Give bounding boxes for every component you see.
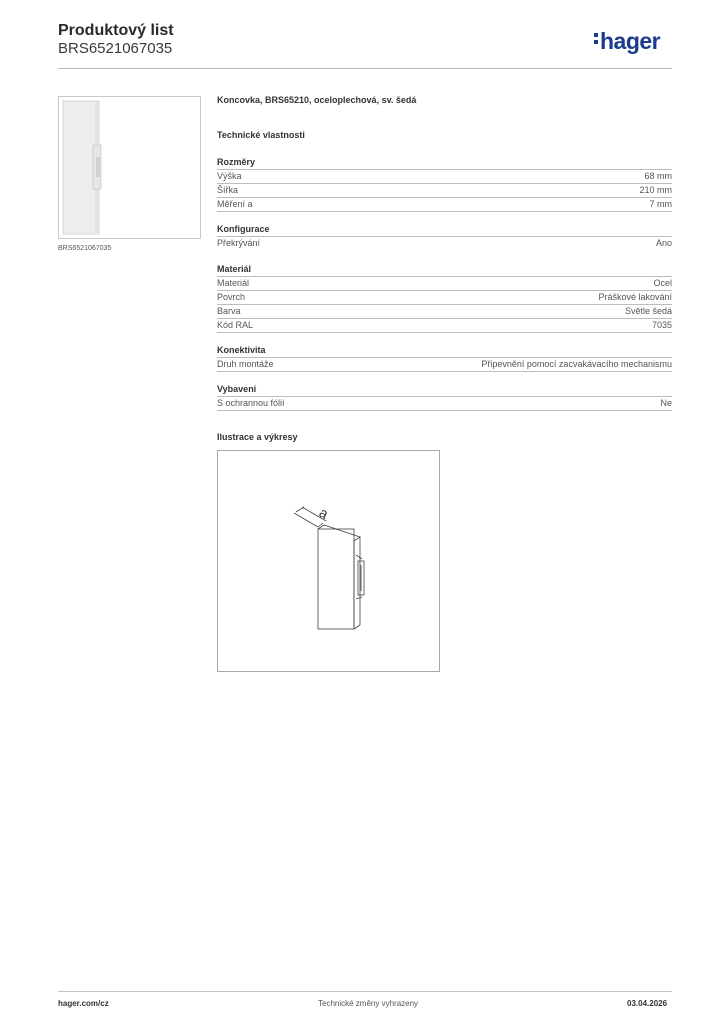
logo-dots-icon	[594, 30, 599, 47]
header-divider	[58, 68, 672, 69]
logo-text: hager	[600, 28, 661, 54]
row-key: Barva	[217, 306, 241, 316]
table-row	[217, 197, 672, 211]
table-row	[217, 396, 672, 410]
row-key: Překrývání	[217, 238, 261, 248]
footer-note: Technické změny vyhrazeny	[318, 999, 419, 1008]
row-value: 210 mm	[639, 185, 672, 195]
hager-logo[interactable]	[594, 28, 660, 55]
row-value: Práškové lakování	[598, 292, 672, 302]
product-image	[58, 96, 201, 239]
table-row	[217, 236, 672, 250]
section-title-material: Materiál	[217, 264, 252, 274]
end-cap-drawing-icon	[218, 451, 439, 671]
row-value: Ano	[655, 238, 672, 248]
row-key: Výška	[217, 171, 242, 181]
product-thumbnail-icon	[59, 97, 200, 238]
product-name: Koncovka, BRS65210, oceloplechová, sv. šedá	[217, 95, 417, 105]
technical-drawing	[217, 450, 440, 672]
section-divider	[217, 211, 672, 212]
row-value: 68 mm	[644, 171, 672, 181]
tech-properties-heading: Technické vlastnosti	[217, 130, 305, 140]
row-value: Ocel	[653, 278, 672, 288]
table-row	[217, 304, 672, 318]
row-key: Šířka	[217, 185, 239, 195]
table-row	[217, 290, 672, 304]
row-value: Světle šedá	[624, 306, 672, 316]
footer-divider	[58, 991, 672, 992]
page-title: Produktový list	[58, 22, 174, 39]
product-image-caption: BRS6521067035	[58, 245, 112, 252]
section-divider	[217, 332, 672, 333]
section-title-equipment: Vybavení	[217, 384, 257, 394]
product-code: BRS6521067035	[58, 40, 173, 57]
table-row	[217, 318, 672, 332]
row-key: Materiál	[217, 278, 250, 288]
row-key: Druh montáže	[217, 359, 274, 369]
row-value: 7 mm	[649, 199, 672, 209]
section-divider	[217, 371, 672, 372]
illustrations-heading: Ilustrace a výkresy	[217, 432, 298, 442]
table-row	[217, 169, 672, 183]
section-title-connectivity: Konektivita	[217, 345, 266, 355]
table-row	[217, 183, 672, 197]
table-row	[217, 357, 672, 371]
section-divider	[217, 410, 672, 411]
row-key: S ochrannou fólií	[217, 398, 285, 408]
section-title-configuration: Konfigurace	[217, 224, 270, 234]
row-key: Měření a	[217, 199, 253, 209]
row-key: Kód RAL	[217, 320, 254, 330]
footer-date: 03.04.2026	[627, 999, 668, 1008]
row-value: 7035	[651, 320, 672, 330]
section-title-dimensions: Rozměry	[217, 157, 256, 167]
row-value: Ne	[660, 398, 672, 408]
row-key: Povrch	[217, 292, 246, 302]
footer-website-link[interactable]: hager.com/cz	[58, 999, 109, 1008]
row-value: Připevnění pomocí zacvakávacího mechanismu	[481, 359, 672, 369]
dimension-label: a	[316, 504, 332, 522]
table-row	[217, 276, 672, 290]
